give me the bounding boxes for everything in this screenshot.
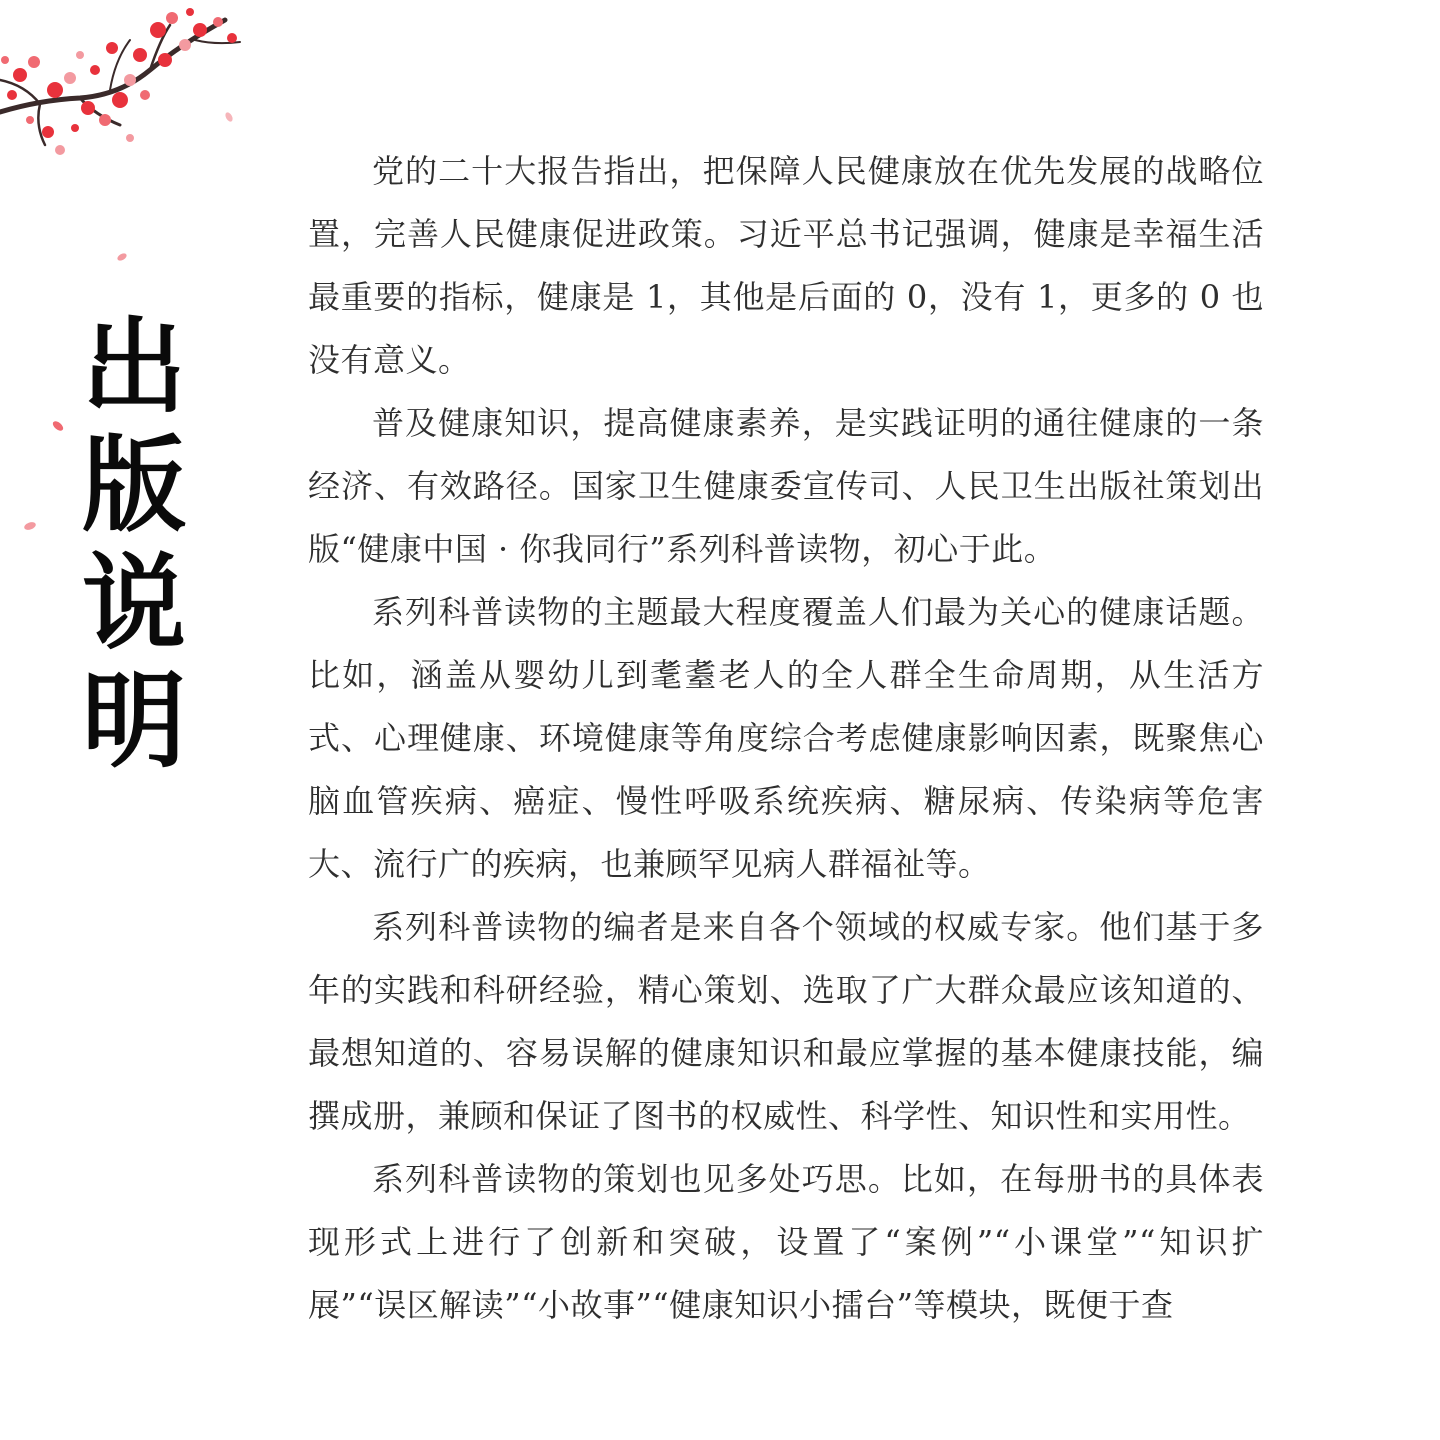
paragraph: 系列科普读物的策划也见多处巧思。比如，在每册书的具体表现形式上进行了创新和突破，设置了“案例”“小课堂”“知识扩展”“误区解读”“小故事”“健康知识小擂台”等模块，既便于查 bbox=[308, 1160, 1264, 1324]
title-char: 明 bbox=[81, 659, 186, 782]
body-text bbox=[308, 140, 1264, 1337]
falling-petal bbox=[222, 110, 236, 124]
branch-lines bbox=[0, 20, 240, 145]
falling-petal bbox=[22, 518, 38, 534]
falling-petal bbox=[50, 418, 66, 434]
title-char: 说 bbox=[81, 541, 186, 664]
falling-petal bbox=[115, 250, 129, 264]
paragraph: 系列科普读物的编者是来自各个领域的权威专家。他们基于多年的实践和科研经验，精心策划、选取了广大群众最应该知道的、最想知道的、容易误解的健康知识和最应掌握的基本健康技能，编撰成册，兼顾和保证了图书的权威性、科学性、知识性和实用性。 bbox=[308, 908, 1264, 1135]
paragraph: 党的二十大报告指出，把保障人民健康放在优先发展的战略位置，完善人民健康促进政策。习近平总书记强调，健康是幸福生活最重要的指标，健康是 1，其他是后面的 0，没有 1，更多的 0 也没有意义。 bbox=[308, 152, 1264, 379]
plum-blossom-branch bbox=[0, 0, 250, 175]
page-title bbox=[78, 305, 190, 782]
title-char: 版 bbox=[81, 423, 186, 546]
title-char: 出 bbox=[81, 305, 186, 428]
paragraph: 系列科普读物的主题最大程度覆盖人们最为关心的健康话题。比如，涵盖从婴幼儿到耄耋老人的全人群全生命周期，从生活方式、心理健康、环境健康等角度综合考虑健康影响因素，既聚焦心脑血管疾病、癌症、慢性呼吸系统疾病、糖尿病、传染病等危害大、流行广的疾病，也兼顾罕见病人群福祉等。 bbox=[308, 593, 1264, 883]
blossom-flowers bbox=[1, 8, 237, 155]
paragraph: 普及健康知识，提高健康素养，是实践证明的通往健康的一条经济、有效路径。国家卫生健康委宣传司、人民卫生出版社策划出版“健康中国 · 你我同行”系列科普读物，初心于此。 bbox=[308, 404, 1264, 568]
